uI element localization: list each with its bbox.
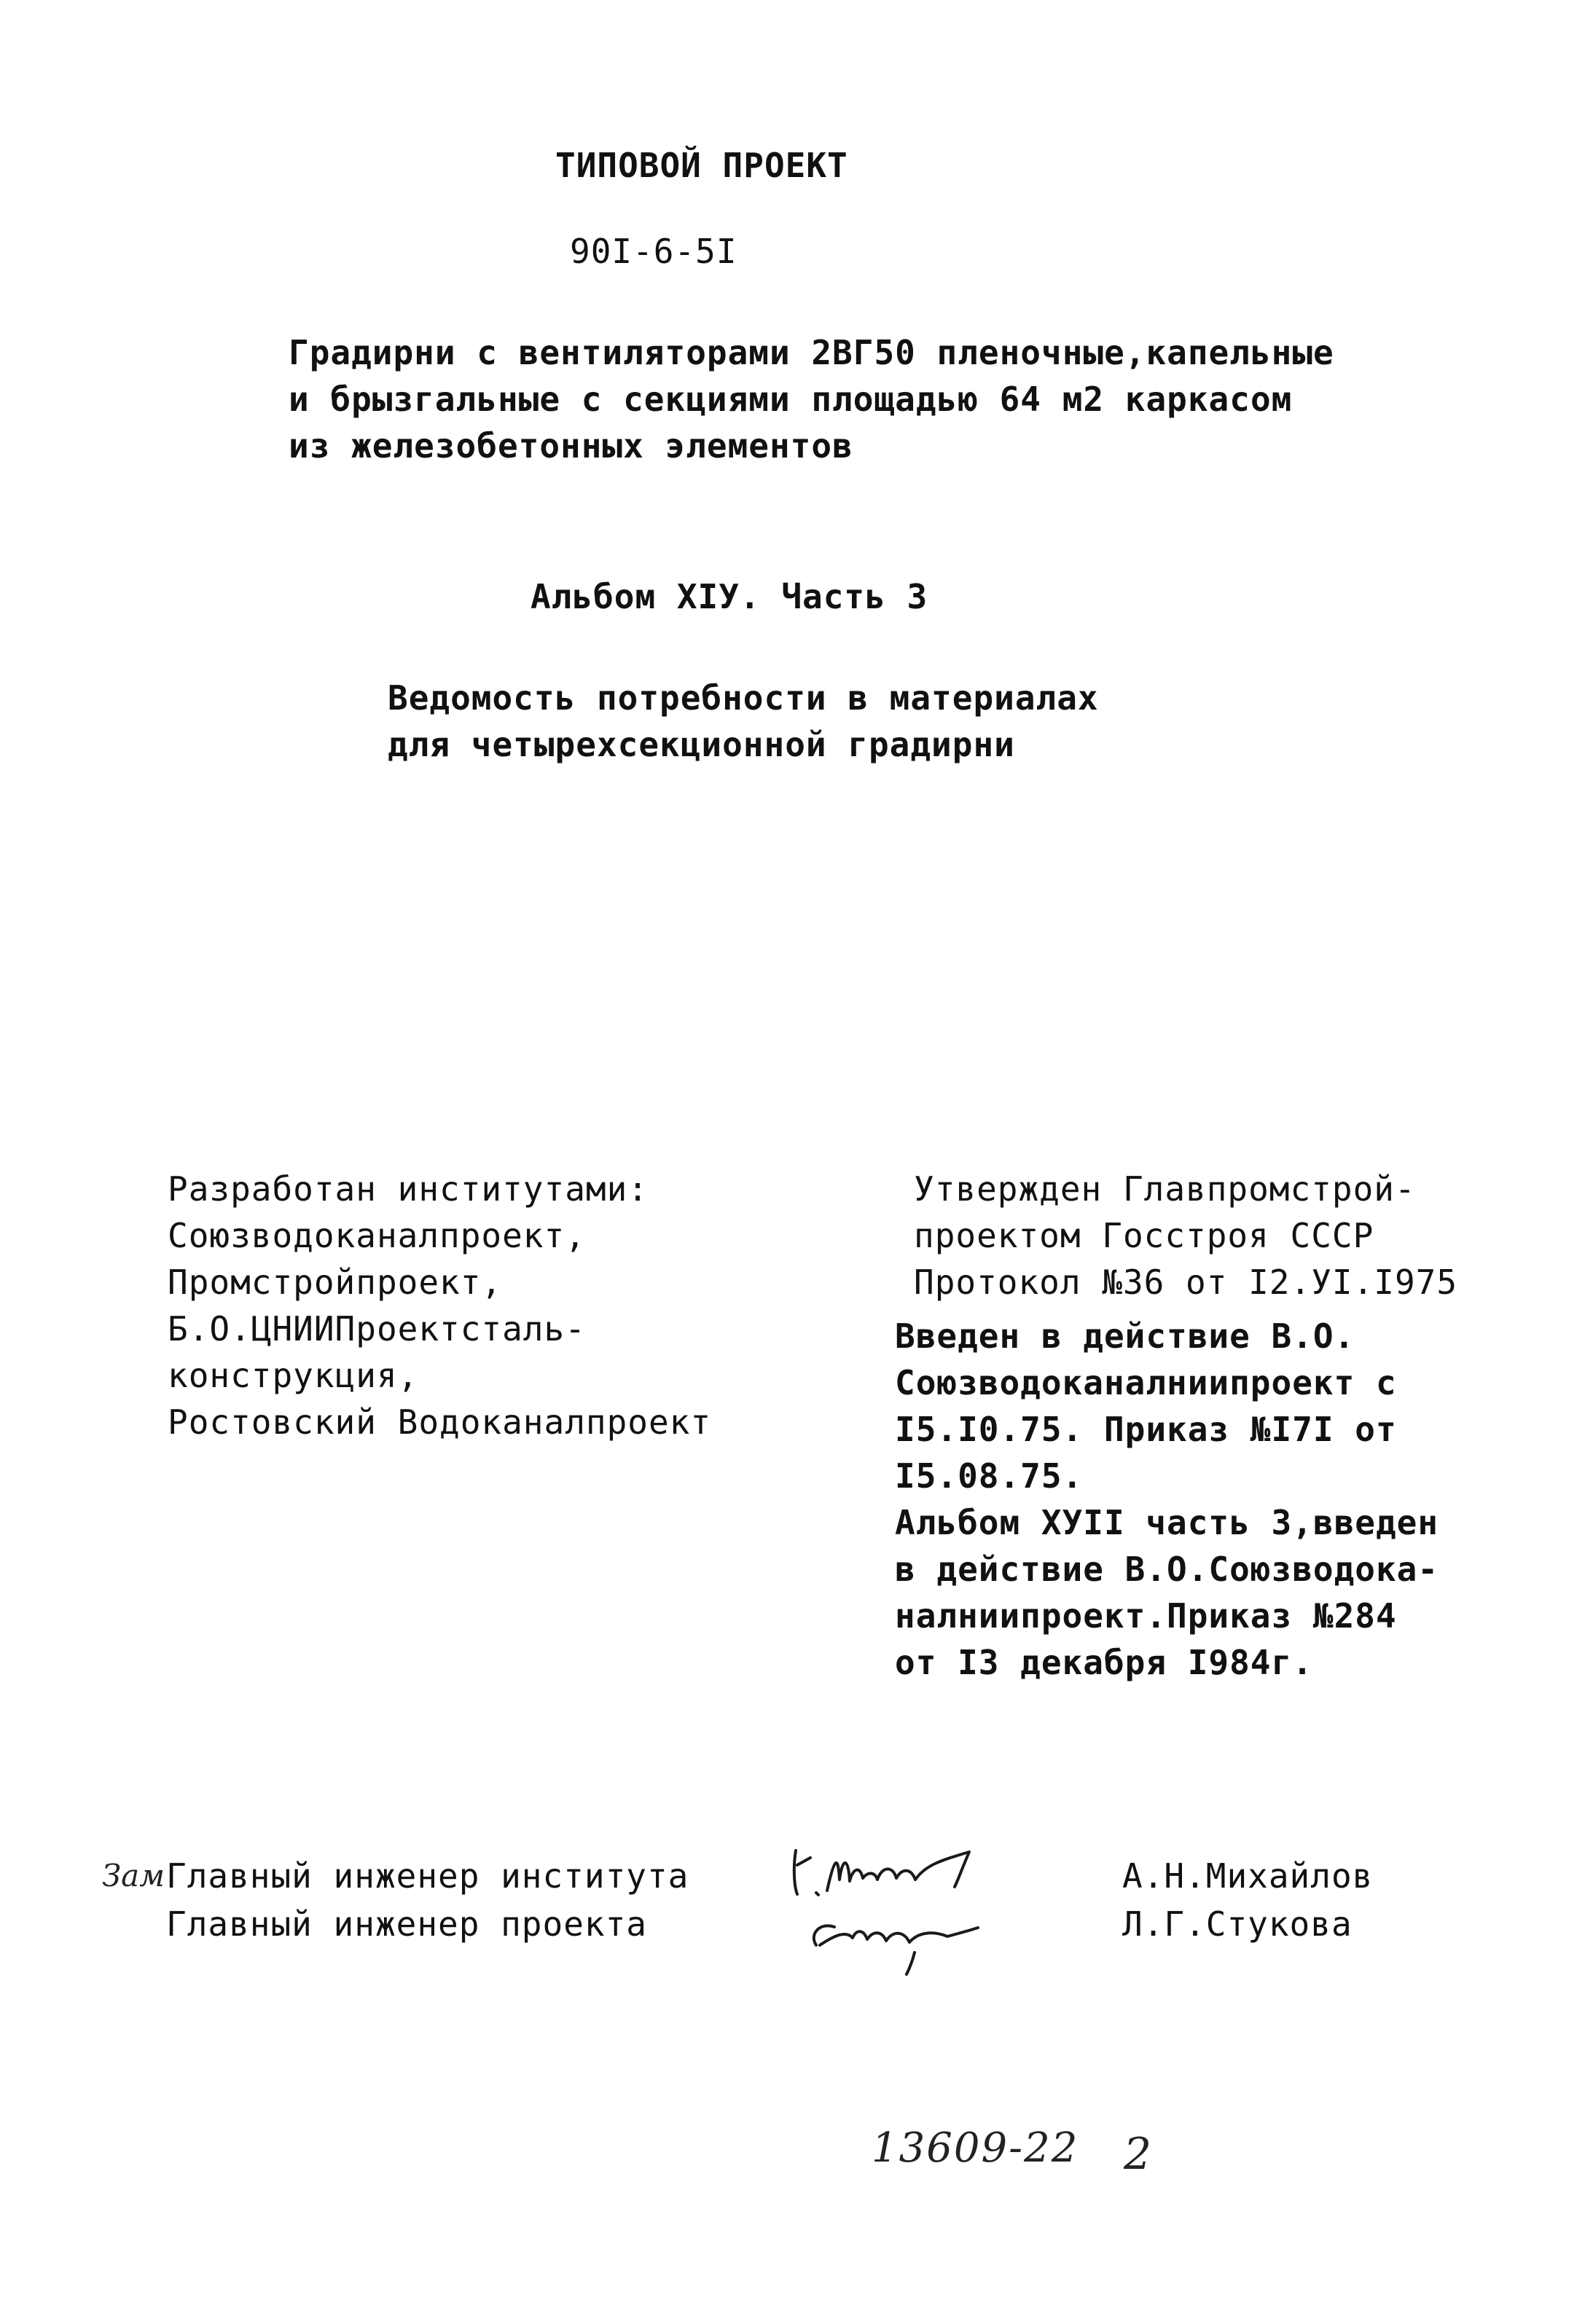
enacted-line: I5.I0.75. Приказ №I7I от [895, 1410, 1397, 1449]
enacted-line: Союзводоканалниипроект с [895, 1363, 1397, 1402]
developed-line: Разработан институтами: [168, 1169, 649, 1209]
album-subtitle-line: Ведомость потребности в материалах [388, 678, 1099, 718]
album-title: Альбом XIУ. Часть 3 [531, 577, 928, 616]
album-subtitle-line: для четырехсекционной градирни [388, 725, 1015, 764]
developed-line: конструкция, [168, 1356, 419, 1395]
chief-engineer-project-role: Главный инженер проекта [166, 1904, 647, 1944]
approved-block [914, 1166, 1457, 1306]
developed-line: Ростовский Водоканалпроект [168, 1402, 712, 1442]
project-type-heading: ТИПОВОЙ ПРОЕКТ [555, 146, 848, 185]
approved-line: Протокол №36 от I2.УI.I975 [914, 1263, 1458, 1302]
enacted-line: от I3 декабря I984г. [895, 1643, 1313, 1682]
chief-engineer-institute-name: А.Н.Михайлов [1122, 1856, 1374, 1896]
description-line: из железобетонных элементов [289, 426, 853, 466]
chief-engineer-institute-role: Главный инженер института [166, 1856, 689, 1896]
description-line: Градирни с вентиляторами 2ВГ50 пленочные,капельные [289, 333, 1334, 372]
enacted-block [895, 1313, 1439, 1686]
chief-engineer-project-name: Л.Г.Стукова [1122, 1904, 1353, 1944]
enacted-line: I5.08.75. [895, 1456, 1084, 1496]
inventory-number-handwritten: 13609-22 [872, 2124, 1079, 2172]
project-number: 90I-6-5I [570, 232, 737, 271]
enacted-line: Альбом XУII часть 3,введен [895, 1503, 1439, 1542]
page-number-handwritten: 2 [1124, 2129, 1152, 2180]
album-subtitle [388, 675, 1099, 768]
project-description [289, 329, 1334, 469]
approved-line: Утвержден Главпромстрой- [914, 1169, 1416, 1209]
description-line: и брызгальные с секциями площадью 64 м2 каркасом [289, 380, 1293, 419]
enacted-line: Введен в действие В.О. [895, 1316, 1355, 1356]
deputy-prefix-handwritten: Зам [102, 1858, 165, 1893]
developed-line: Промстройпроект, [168, 1263, 503, 1302]
enacted-line: в действие В.О.Союзводока- [895, 1550, 1439, 1589]
developed-line: Союзводоканалпроект, [168, 1216, 586, 1255]
enacted-line: налниипроект.Приказ №284 [895, 1596, 1397, 1636]
approved-line: проектом Госстроя СССР [914, 1216, 1374, 1255]
developed-by-block [168, 1166, 711, 1445]
handwritten-signatures [787, 1836, 1035, 1974]
developed-line: Б.О.ЦНИИПроектсталь- [168, 1309, 586, 1349]
